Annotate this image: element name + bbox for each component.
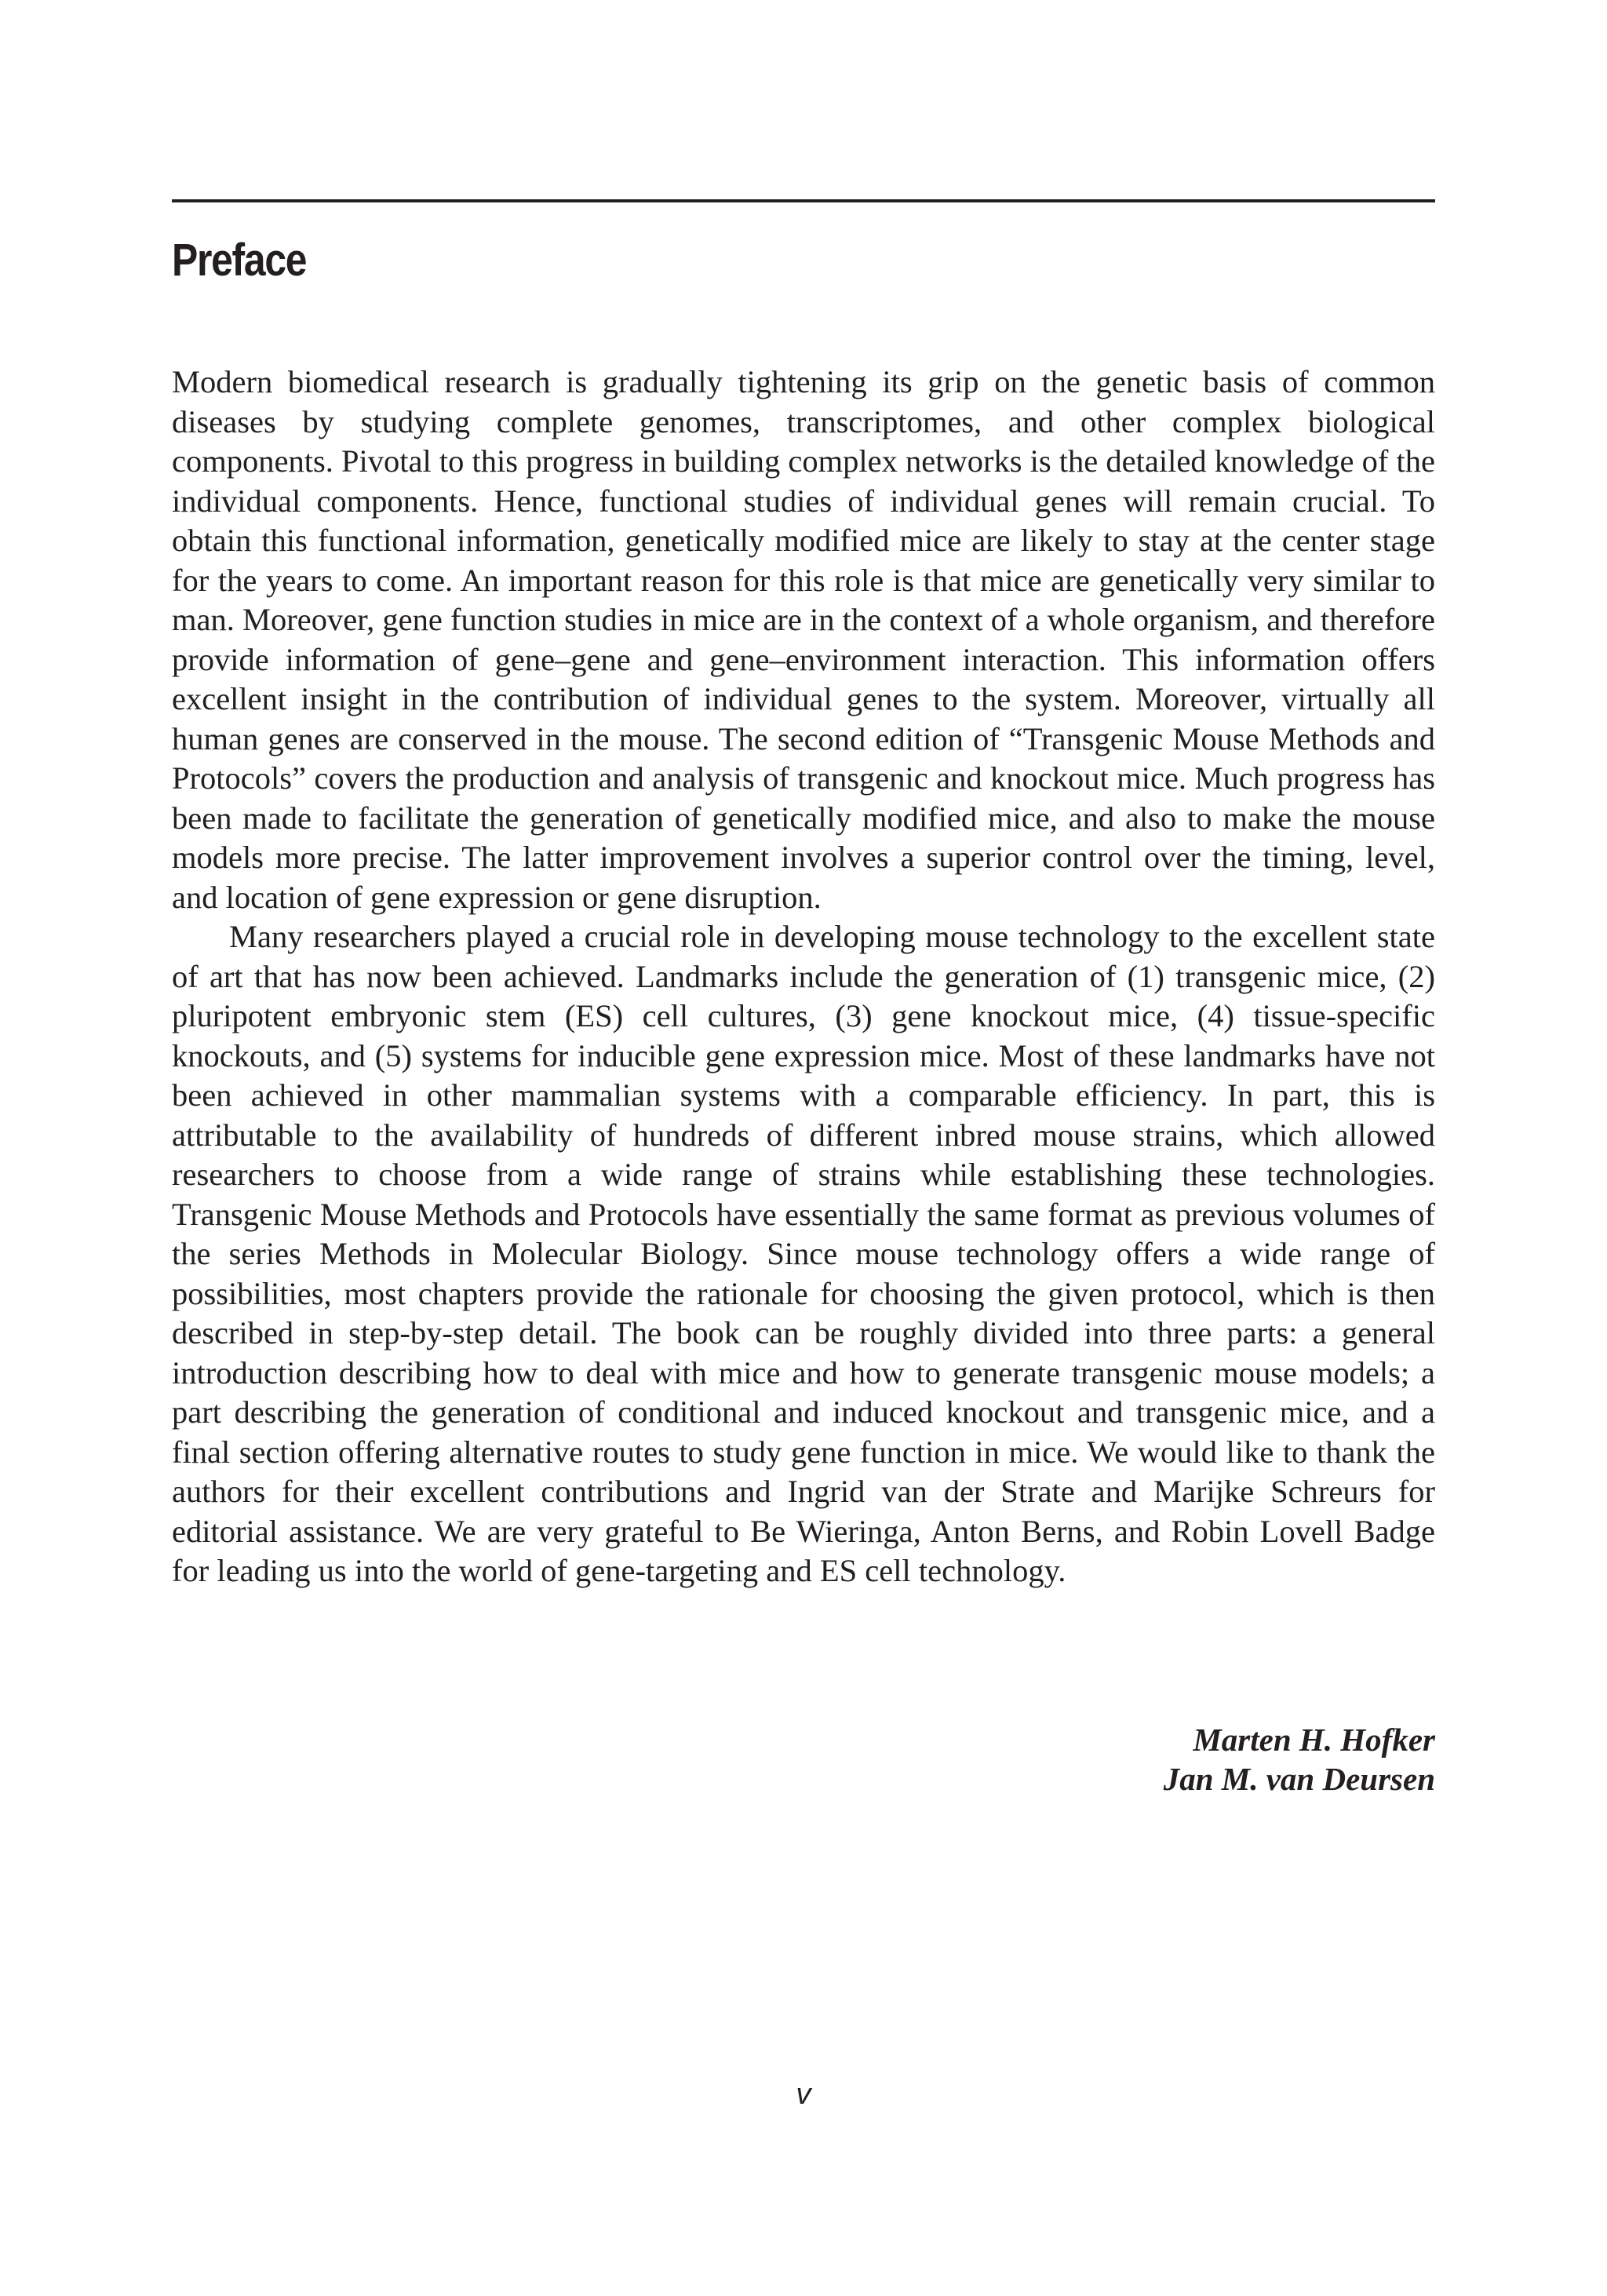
preface-paragraph-2: Many researchers played a crucial role in developing mouse technology to the excellent state of art that has now been achieved. Landmarks include the generation of (1) transgenic mice, (2) pluripotent embryonic stem (ES) cell cultures, (3) gene knockout mice, (4) tissue-specific knockouts, and (5) systems for inducible gene expression mice. Most of these landmarks have not been achieved in other mammalian systems with a comparable efficiency. In part, this is attributable to the availability of hundreds of different inbred mouse strains, which allowed researchers to choose from a wide range of strains while establishing these technologies. Transgenic Mouse Methods and Protocols have essentially the same format as previous volumes of the series Methods in Molecular Biology. Since mouse technology offers a wide range of possibilities, most chapters provide the rationale for choosing the given protocol, which is then described in step-by-step detail. The book can be roughly divided into three parts: a general introduction describing how to deal with mice and how to generate transgenic mouse models; a part describing the generation of conditional and induced knockout and transgenic mice, and a final section offering alternative routes to study gene function in mice. We would like to thank the authors for their excellent contributions and Ingrid van der Strate and Marijke Schreurs for editorial assistance. We are very grateful to Be Wieringa, Anton Berns, and Robin Lovell Badge for leading us into the world of gene-targeting and ES cell technology.	[172, 919, 1435, 1588]
page-number: v	[796, 2078, 811, 2111]
header-rule	[172, 199, 1435, 202]
preface-paragraph-1: Modern biomedical research is gradually tightening its grip on the genetic basis of common diseases by studying complete genomes, transcriptomes, and other complex biological components. Pivotal to this progress in building complex networks is the detailed knowledge of the individual components. Hence, functional studies of individual genes will remain crucial. To obtain this functional information, genetically modified mice are likely to stay at the center stage for the years to come. An important reason for this role is that mice are genetically very similar to man. Moreover, gene function studies in mice are in the context of a whole organism, and therefore provide information of gene–gene and gene–environment interaction. This information offers excellent insight in the contribution of individual genes to the system. Moreover, virtually all human genes are conserved in the mouse. The second edition of “Transgenic Mouse Methods and Protocols” covers the production and analysis of transgenic and knockout mice. Much progress has been made to facilitate the generation of genetically modified mice, and also to make the mouse models more precise. The latter improvement involves a superior control over the timing, level, and location of gene expression or gene disruption.	[172, 364, 1435, 915]
page-title: Preface	[172, 235, 307, 286]
preface-body	[172, 363, 1435, 1591]
author-name: Jan M. van Deursen	[1163, 1761, 1435, 1797]
author-signatures	[172, 1720, 1435, 1799]
author-name: Marten H. Hofker	[1193, 1722, 1435, 1758]
